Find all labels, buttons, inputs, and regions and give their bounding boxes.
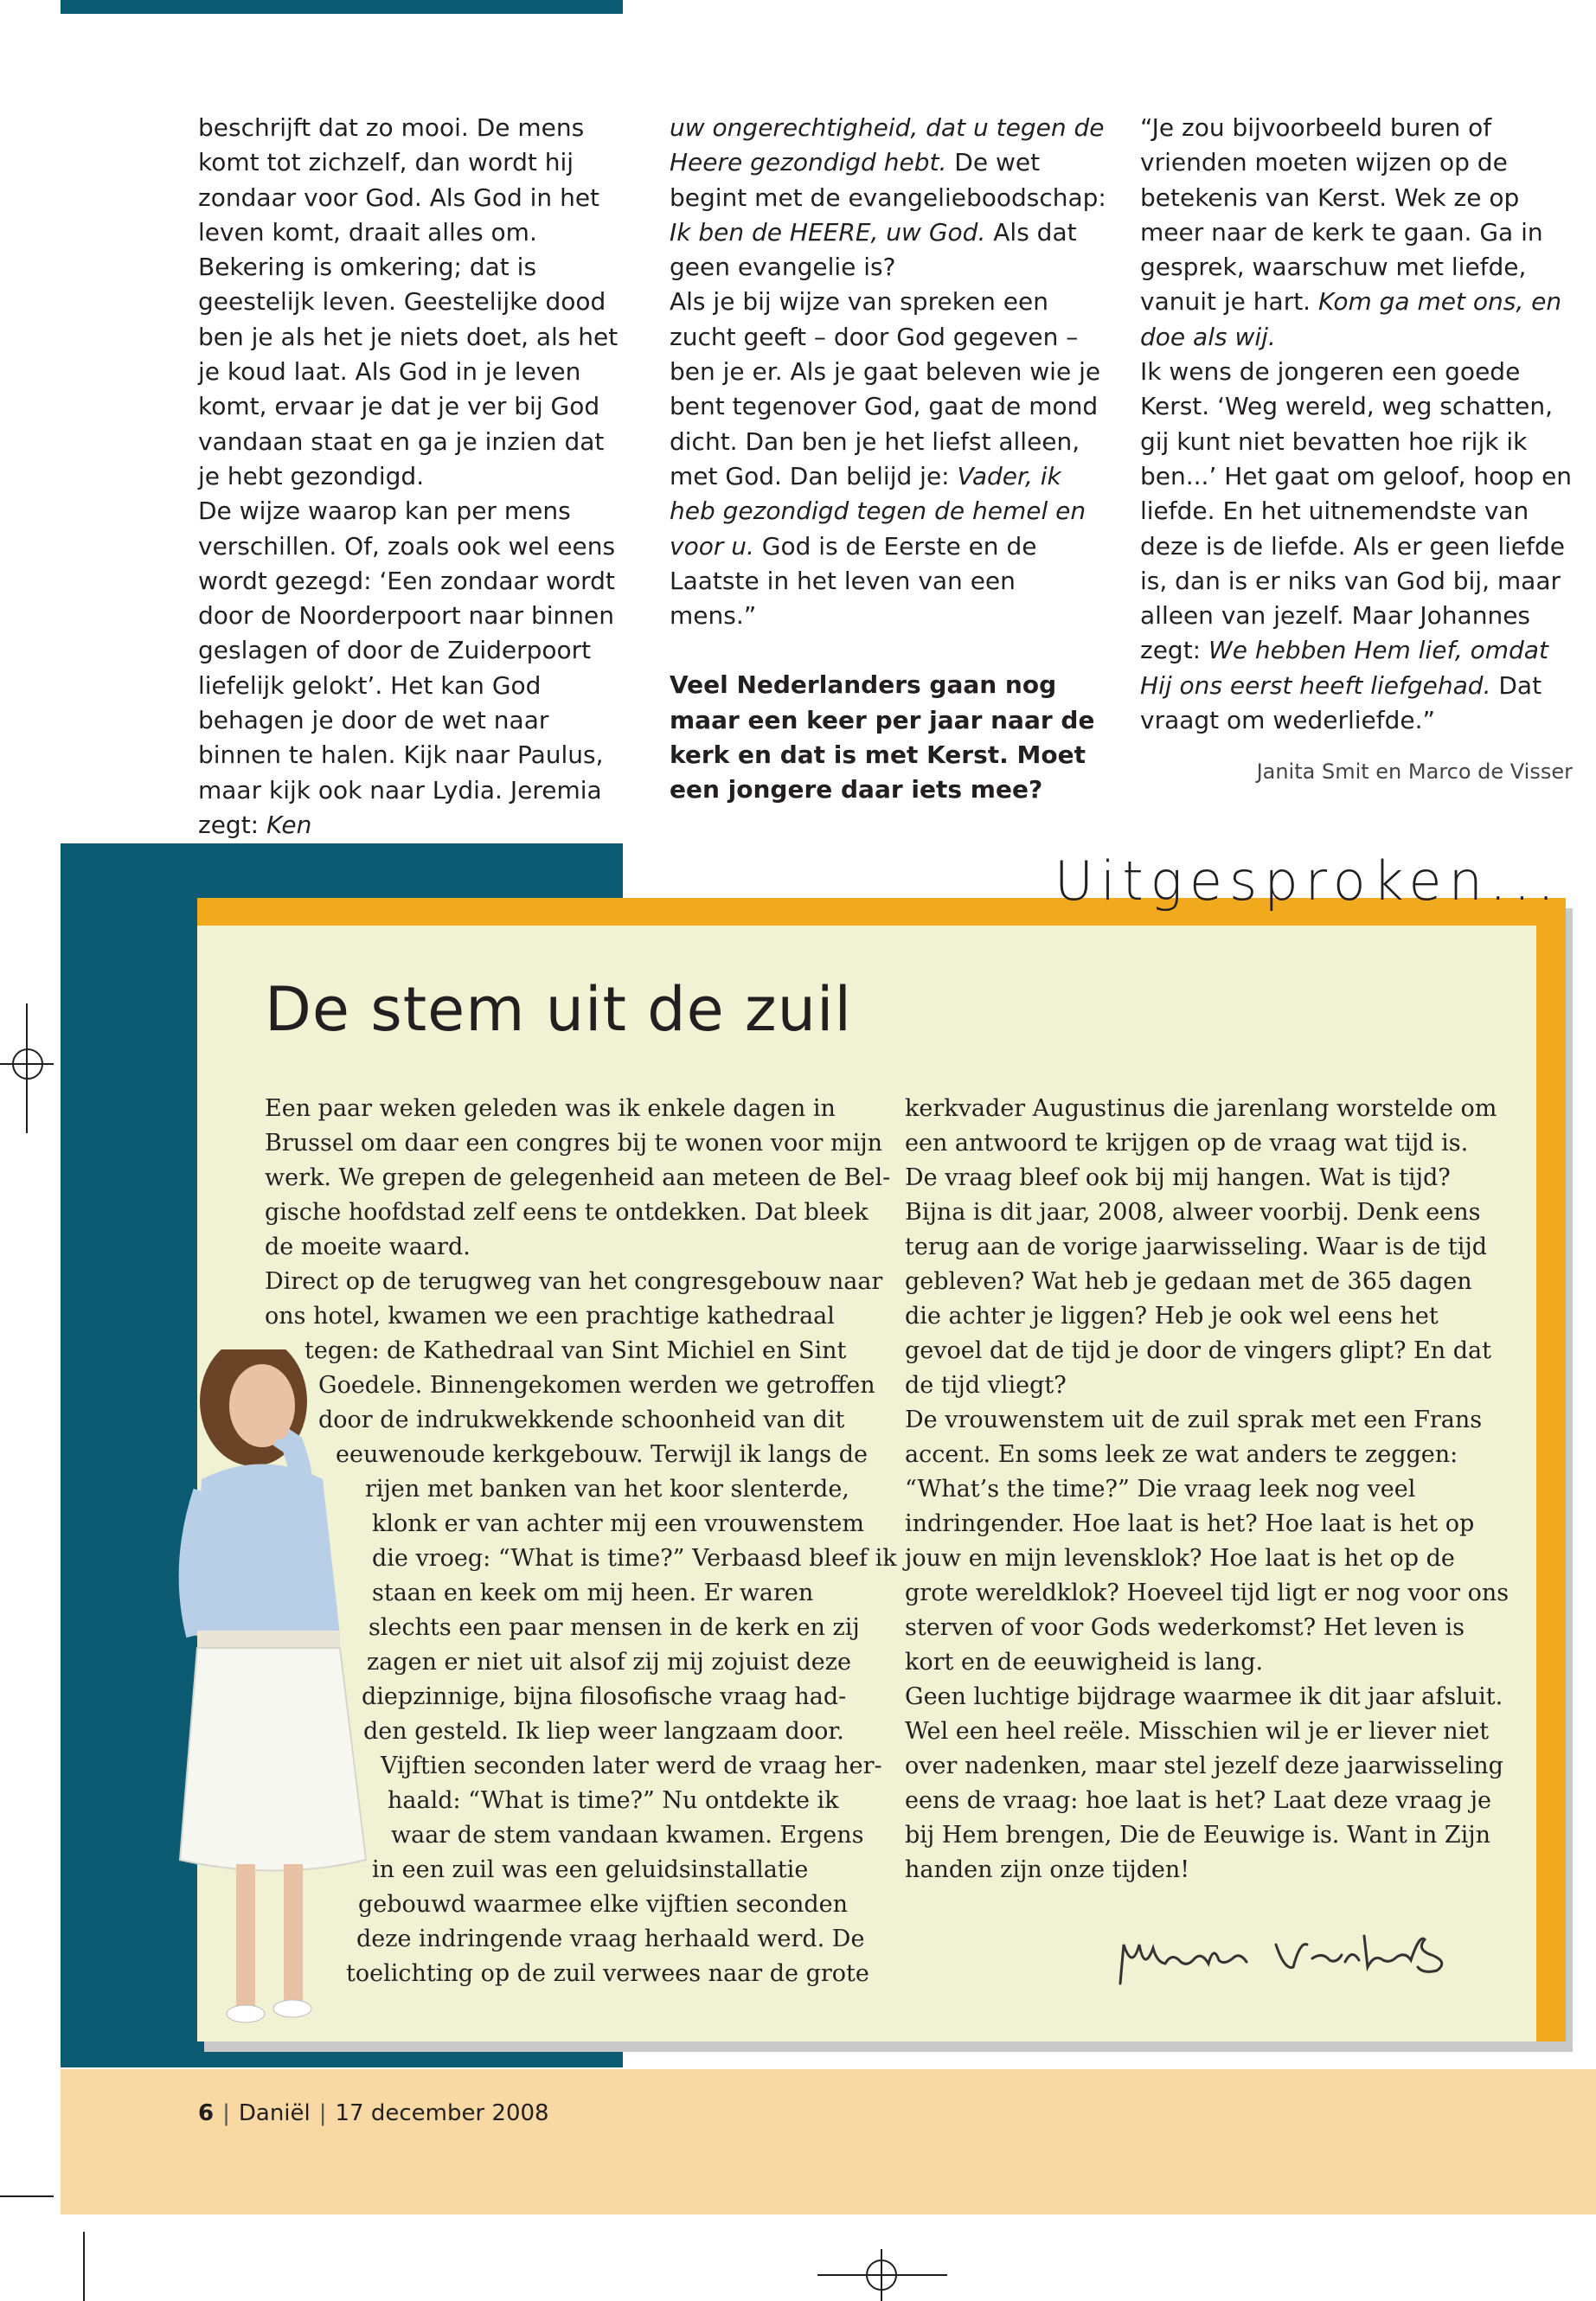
article-paragraph: beschrijft dat zo mooi. De mens komt tot zichzelf, dan wordt hij zondaar voor God. Als God in het leven komt, draait alles om. Bekering is omkering; dat is geestelijk leven. Geestelijke dood ben je als het je niets doet, als het je koud laat. Als God in je leven komt, ervaar je dat je ver bij God vandaan staat en ga je inzien dat je hebt gezondigd. <box>198 113 619 490</box>
article-paragraph: Ik wens de jongeren een goede Kerst. ‘Weg wereld, weg schatten, gij kunt niet bevatten hoe rijk ik ben...’ Het gaat om geloof, hoop en liefde. En het uitnemendste van deze is de liefde. Als er geen liefde is, dan is er niks van God bij, maar alleen van jezelf. Maar Johannes zegt: We hebben Hem lief, omdat Hij ons eerst heeft liefgehad. Dat vraagt om wederliefde.” <box>1140 357 1573 735</box>
column-paragraph: Geen luchtige bijdrage waarmee ik dit jaar afsluit. Wel een heel reële. Misschien wil je er liever niet over nadenken, maar stel jezelf deze jaarwisseling eens de vraag: hoe laat is het? Laat deze vraag je bij Hem brengen, Die de Eeuwige is. Want in Zijn handen zijn onze tijden! <box>905 1683 1503 1883</box>
column-line: waar de stem vandaan kwamen. Ergens <box>391 1822 864 1849</box>
article-column-3 <box>1140 111 1573 785</box>
magazine-name: Daniël <box>238 2100 311 2126</box>
column-line: ons hotel, kwamen we een prachtige kathedraal <box>265 1303 835 1330</box>
column-line: eeuwenoude kerkgebouw. Terwijl ik langs de <box>336 1441 869 1468</box>
column-line: diepzinnige, bijna filosofische vraag had- <box>362 1683 847 1710</box>
column-line: gische hoofdstad zelf eens te ontdekken. Dat bleek <box>265 1199 869 1226</box>
column-line: zagen er niet uit alsof zij mij zojuist deze <box>367 1649 851 1676</box>
page-footer-band <box>61 2069 1596 2214</box>
column-left-text <box>0 1092 897 1991</box>
column-line: gebouwd waarmee elke vijftien seconden <box>358 1891 848 1918</box>
column-line: slechts een paar mensen in de kerk en zij <box>369 1614 860 1641</box>
column-line: Vijftien seconden later werd de vraag her- <box>381 1753 882 1779</box>
column-line: klonk er van achter mij een vrouwenstem <box>372 1510 864 1537</box>
column-paragraph: De vraag bleef ook bij mij hangen. Wat is tijd? Bijna is dit jaar, 2008, alweer voorbij. Denk eens terug aan de vorige jaarwisseling. Waar is de tijd gebleven? Wat heb je gedaan met de 365 dagen die achter je liggen? Heb je ook wel eens het gevoel dat de tijd je door de vingers glipt? En dat de tijd vliegt? <box>905 1164 1491 1399</box>
column-paragraph: kerkvader Augustinus die jarenlang worstelde om een antwoord te krijgen op de vraag wat tijd is. <box>905 1095 1497 1157</box>
column-line: Direct op de terugweg van het congresgebouw naar <box>265 1268 883 1295</box>
top-accent-bar <box>61 0 623 14</box>
column-paragraph: De vrouwenstem uit de zuil sprak met een Frans accent. En soms leek ze wat anders te zeggen: “What’s the time?” Die vraag leek nog veel indringender. Hoe laat is het? Hoe laat is het op jouw en mijn levensklok? Hoe laat is het op de grote wereldklok? Hoeveel tijd ligt er nog voor ons sterven of voor Gods wederkomst? Het leven is kort en de eeuwigheid is lang. <box>905 1407 1509 1676</box>
article-column-2 <box>670 111 1106 808</box>
column-line: Brussel om daar een congres bij te wonen voor mijn <box>265 1130 882 1157</box>
column-line: staan en keek om mij heen. Er waren <box>372 1580 814 1606</box>
column-line: in een zuil was een geluidsinstallatie <box>372 1856 809 1883</box>
column-line: tegen: de Kathedraal van Sint Michiel en Sint <box>304 1337 847 1364</box>
column-right-text <box>905 1092 1510 1888</box>
article-column-1 <box>198 111 631 843</box>
section-kicker: Uitgesproken... <box>1054 849 1561 913</box>
column-line: Een paar weken geleden was ik enkele dagen in <box>265 1095 836 1122</box>
author-signature <box>1112 1910 1484 2005</box>
article-paragraph: uw ongerechtigheid, dat u tegen de Heere gezondigd hebt. De wet begint met de evangelieboodschap: Ik ben de HEERE, uw God. Als dat geen evangelie is? <box>670 113 1106 282</box>
page-footer: 6 | Daniël | 17 december 2008 <box>198 2100 549 2126</box>
column-line: werk. We grepen de gelegenheid aan meteen de Bel- <box>265 1164 891 1191</box>
issue-date: 17 december 2008 <box>335 2100 549 2126</box>
article-byline: Janita Smit en Marco de Visser <box>1256 760 1573 785</box>
column-title: De stem uit de zuil <box>265 974 852 1045</box>
column-line: toelichting op de zuil verwees naar de grote <box>346 1960 869 1987</box>
column-line: haald: “What is time?” Nu ontdekte ik <box>388 1787 839 1814</box>
column-line: de moeite waard. <box>265 1234 471 1260</box>
article-paragraph: Als je bij wijze van spreken een zucht geeft – door God gegeven – ben je er. Als je gaat beleven wie je bent tegenover God, gaat de mond dicht. Dan ben je het liefst alleen, met God. Dan belijd je: Vader, ik heb gezondigd tegen de hemel en voor u. God is de Eerste en de Laatste in het leven van een mens.” <box>670 287 1101 631</box>
column-line: deze indringende vraag herhaald werd. De <box>356 1926 865 1952</box>
column-line: Goedele. Binnengekomen werden we getroffen <box>318 1372 875 1399</box>
article-paragraph: De wijze waarop kan per mens verschillen. Of, zoals ook wel eens wordt gezegd: ‘Een zondaar wordt door de Noorderpoort naar binnen geslagen of door de Zuiderpoort liefelijk gelokt’. Het kan God behagen je door de wet naar binnen te halen. Kijk naar Paulus, maar kijk ook naar Lydia. Jeremia zegt: Ken <box>198 497 616 839</box>
article-paragraph: “Je zou bijvoorbeeld buren of vrienden moeten wijzen op de betekenis van Kerst. Wek ze op meer naar de kerk te gaan. Ga in gesprek, waarschuw met liefde, vanuit je hart. Kom ga met ons, en doe als wij. <box>1140 113 1562 351</box>
column-line: door de indrukwekkende schoonheid van dit <box>318 1407 845 1433</box>
page-number: 6 <box>198 2100 215 2126</box>
column-line: den gesteld. Ik liep weer langzaam door. <box>363 1718 844 1745</box>
column-line: die vroeg: “What is time?” Verbaasd bleef ik <box>372 1545 897 1572</box>
interview-question: Veel Nederlanders gaan nog maar een keer per jaar naar de kerk en dat is met Kerst. Moet een jongere daar iets mee? <box>670 670 1095 804</box>
column-line: rijen met banken van het koor slenterde, <box>365 1476 849 1503</box>
